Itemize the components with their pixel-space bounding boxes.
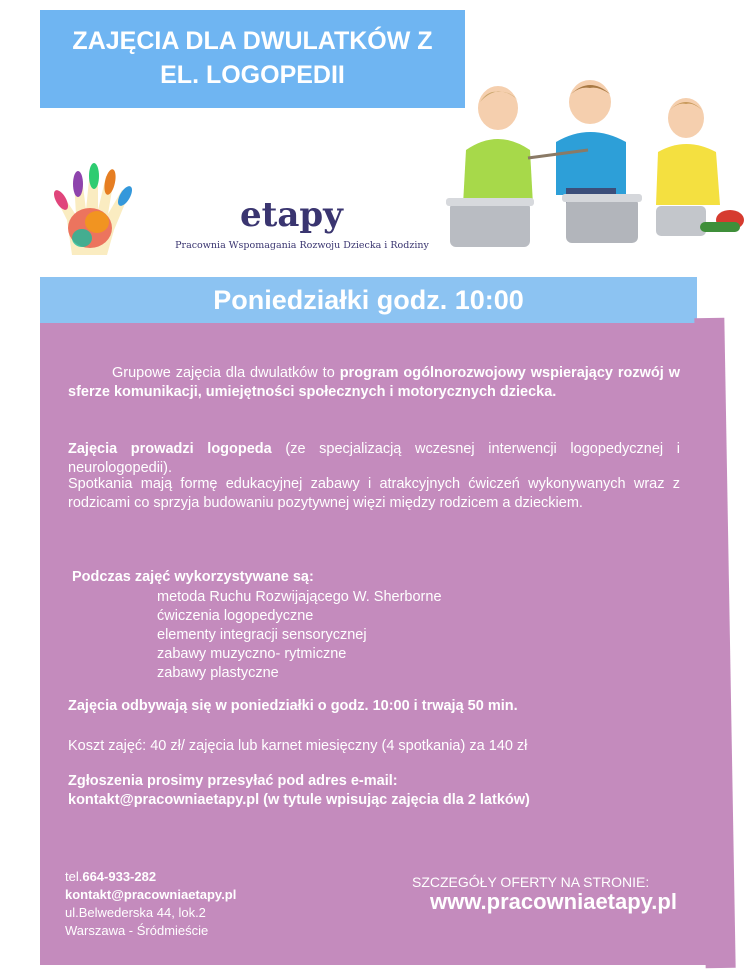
phone-label: tel. [65, 869, 83, 884]
address-line: ul.Belwederska 44, lok.2 [65, 905, 206, 920]
title-banner [40, 10, 465, 108]
phone-number: 664-933-282 [82, 869, 157, 884]
schedule-details: Zajęcia odbywają się w poniedziałki o godz. 10:00 i trwają 50 min. [68, 698, 518, 714]
children-cooking-photo [438, 80, 750, 255]
city-line: Warszawa - Śródmieście [65, 923, 209, 938]
list-item: zabawy muzyczno- rytmiczne [157, 646, 347, 662]
methods-heading: Podczas zajęć wykorzystywane są: [72, 569, 314, 585]
schedule-banner: Poniedziałki godz. 10:00 [40, 277, 697, 326]
cost-info: Koszt zajęć: 40 zł/ zajęcia lub karnet miesięczny (4 spotkania) za 140 zł [68, 738, 528, 754]
list-item: metoda Ruchu Rozwijającego W. Sherborne [157, 589, 442, 605]
list-item: zabawy plastyczne [157, 665, 279, 681]
intro-bold-text: program ogólnorozwojowy wspierający rozwój w sferze komunikacji, umiejętności społecznych i motorycznych dziecka. [68, 365, 680, 400]
contact-email: kontakt@pracowniaetapy.pl [65, 887, 237, 902]
title-line-1: ZAJĘCIA DLA DWULATKÓW Z [72, 27, 433, 55]
leader-bold-text: Zajęcia prowadzi logopeda [68, 441, 272, 457]
meetings-paragraph: Spotkania mają formę edukacyjnej zabawy i atrakcyjnych ćwiczeń wykonywanych wraz z rodzicami co sprzyja budowaniu pozytywnej więzi między rodzicem a dzieckiem. [68, 476, 680, 511]
methods-list [157, 588, 442, 683]
list-item: ćwiczenia logopedyczne [157, 608, 314, 624]
intro-plain-text: Grupowe zajęcia dla dwulatków to [112, 365, 340, 381]
signup-info [68, 772, 708, 810]
signup-line-1: Zgłoszenia prosimy przesyłać pod adres e-mail: [68, 773, 398, 789]
brand-name: etapy [240, 195, 343, 235]
leader-plain-text: (ze specjalizacją wczesnej interwencji logopedycznej i neurologopedii). [68, 441, 680, 476]
intro-paragraph [68, 364, 680, 402]
offer-label: SZCZEGÓŁY OFERTY NA STRONIE: [412, 874, 650, 890]
leader-paragraph [68, 440, 680, 478]
phone-line [65, 868, 236, 886]
brand-tagline: Pracownia Wspomagania Rozwoju Dziecka i Rodziny [175, 240, 429, 251]
signup-line-2: kontakt@pracowniaetapy.pl (w tytule wpisując zajęcia dla 2 latków) [68, 792, 530, 808]
title-line-2: EL. LOGOPEDII [160, 61, 345, 89]
website-link[interactable]: www.pracowniaetapy.pl [430, 889, 677, 914]
list-item: elementy integracji sensorycznej [157, 627, 367, 643]
contact-block [65, 868, 236, 940]
hand-logo-icon [52, 160, 142, 260]
